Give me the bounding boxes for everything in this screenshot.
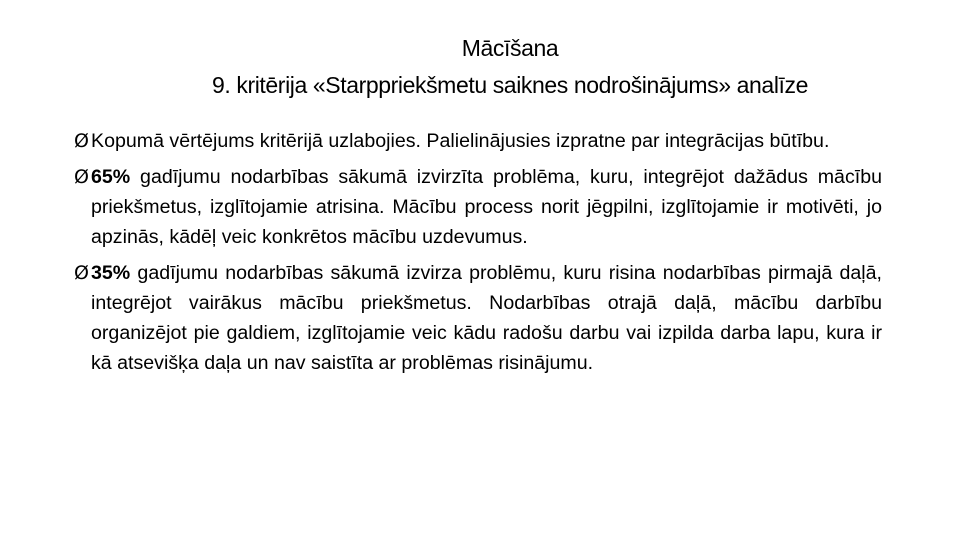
- bullet-strong-2: 65%: [91, 166, 131, 188]
- bullet-text-2: [91, 166, 882, 248]
- bullet-text-1: [91, 130, 829, 152]
- bullet-body-3: gadījumu nodarbības sākumā izvirza problēmu, kuru risina nodarbības pirmajā daļā, integrējot vairākus mācību priekšmetus. Nodarbības otrajā daļā, mācību darbību organizējot pie galdiem, izglītojamie veic kādu radošu darbu vai izpilda darba lapu, kura ir kā atsevišķa daļa un nav saistīta ar problēmas risinājumu.: [91, 262, 882, 374]
- bullet-item-3: [74, 258, 882, 378]
- bullet-strong-3: 35%: [91, 262, 131, 284]
- bullet-item-1: [74, 126, 882, 156]
- arrow-bullet-icon: Ø: [74, 262, 89, 284]
- title-line-2: 9. kritērija «Starppriekšmetu saiknes nodrošinājums» analīze: [211, 72, 809, 98]
- arrow-bullet-icon: Ø: [74, 130, 89, 152]
- bullet-list: [74, 126, 882, 384]
- bullet-item-2: [74, 162, 882, 252]
- title-line-1: Mācīšana: [461, 35, 559, 61]
- bullet-text-3: [91, 262, 882, 374]
- arrow-bullet-icon: Ø: [74, 166, 89, 188]
- bullet-body-2: gadījumu nodarbības sākumā izvirzīta problēma, kuru, integrējot dažādus mācību priekšmetus, izglītojamie atrisina. Mācību process norit jēgpilni, izglītojamie ir motivēti, jo apzinās, kādēļ veic konkrētos mācību uzdevumus.: [91, 166, 882, 248]
- bullet-body-1: Kopumā vērtējums kritērijā uzlabojies. Palielinājusies izpratne par integrācijas būtību.: [91, 130, 830, 152]
- slide-title: [60, 30, 960, 104]
